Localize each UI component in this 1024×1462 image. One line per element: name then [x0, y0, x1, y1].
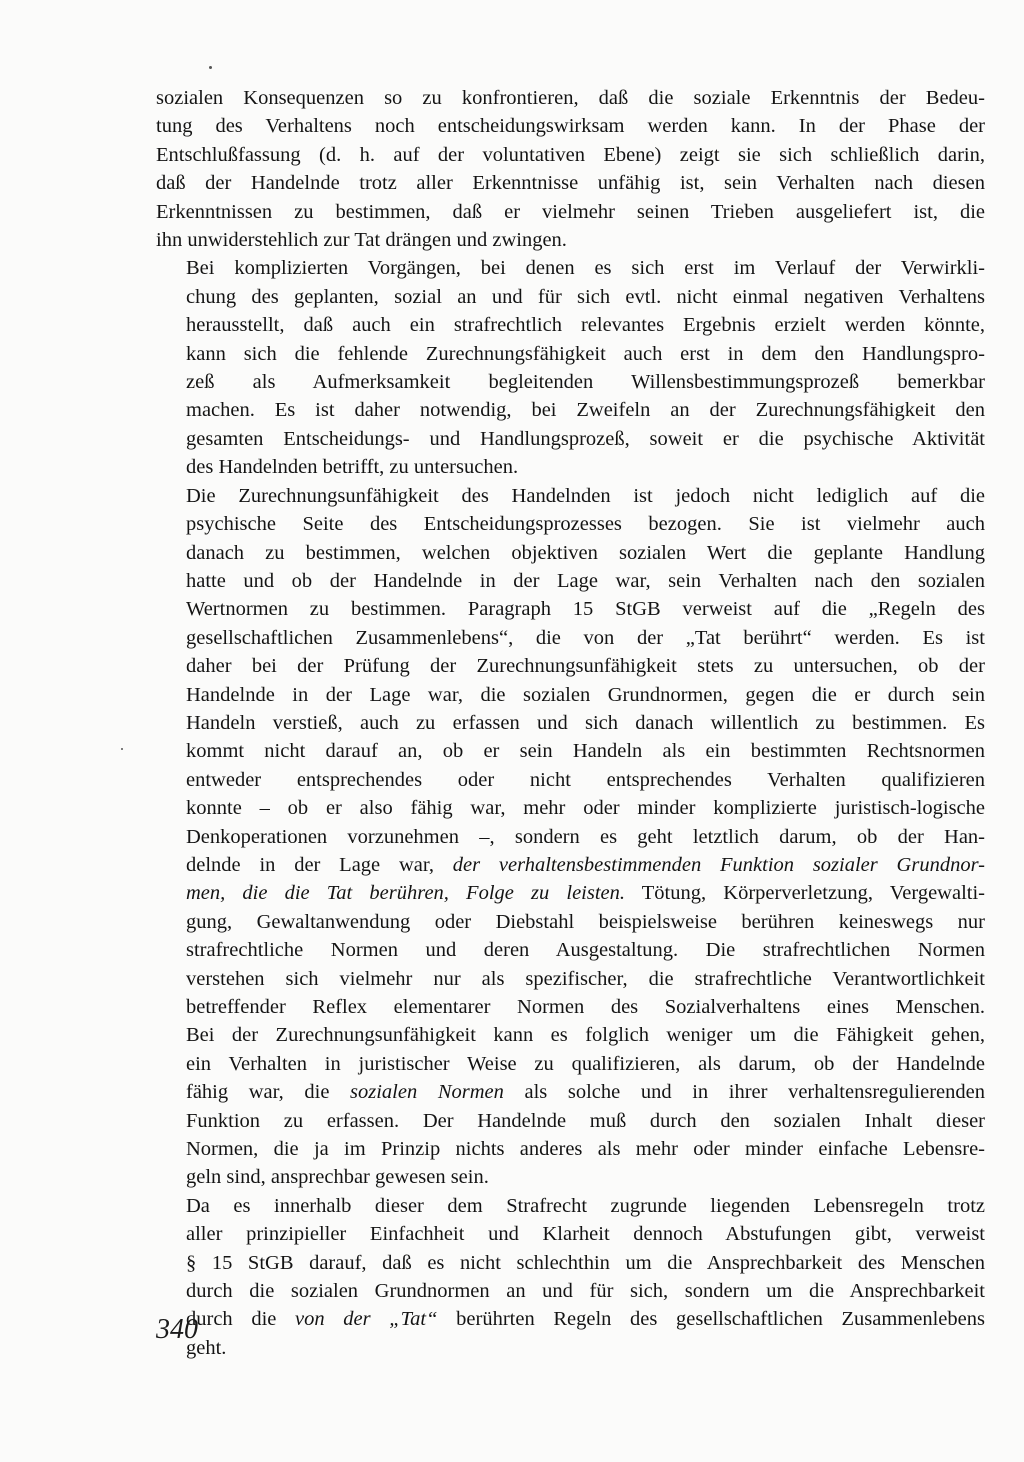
- text-run: strafrechtliche Normen und deren Ausgestaltung. Die strafrechtlichen Normen: [186, 939, 985, 962]
- text-run: hatte und ob der Handelnde in der Lage war, sein Verhalten nach den sozialen: [186, 569, 985, 592]
- text-run: herausstellt, daß auch ein strafrechtlich relevantes Ergebnis erzielt werden könnte,: [186, 314, 985, 337]
- text-line: [156, 340, 985, 368]
- paragraph: [156, 1192, 985, 1362]
- text-line: [156, 254, 985, 282]
- text-run: ein Verhalten in juristischer Weise zu qualifizieren, als darum, ob der Handelnde: [186, 1052, 985, 1075]
- text-line: [156, 112, 985, 140]
- text-run: Tötung, Körperverletzung, Vergewalti-: [625, 882, 985, 905]
- text-line: [156, 482, 985, 510]
- text-run: entweder entsprechendes oder nicht entsprechendes Verhalten qualifizieren: [186, 768, 985, 791]
- text-line: [156, 766, 985, 794]
- text-line: [156, 1192, 985, 1220]
- text-line: [156, 1050, 985, 1078]
- text-line: [156, 1277, 985, 1305]
- text-run: aller prinzipieller Einfachheit und Klarheit dennoch Abstufungen gibt, verweist: [186, 1223, 985, 1246]
- paragraph: [156, 254, 985, 481]
- text-run: durch die: [186, 1308, 296, 1331]
- text-line: [156, 823, 985, 851]
- text-line: [156, 396, 985, 424]
- text-run: fähig war, die: [186, 1081, 351, 1104]
- text-run: geht.: [186, 1336, 227, 1359]
- text-line: [156, 1249, 985, 1277]
- text-run: gesellschaftlichen Zusammenlebens“, die von der „Tat berührt“ werden. Es ist: [186, 626, 985, 649]
- text-line: [156, 1334, 985, 1362]
- text-line: [156, 851, 985, 879]
- text-run: Da es innerhalb dieser dem Strafrecht zugrunde liegenden Lebensregeln trotz: [186, 1194, 985, 1217]
- text-line: [156, 141, 985, 169]
- italic-text: der verhaltensbestimmenden Funktion sozialer Grundnor-: [452, 853, 985, 876]
- text-line: [156, 709, 985, 737]
- text-run: Funktion zu erfassen. Der Handelnde muß durch den sozialen Inhalt dieser: [186, 1109, 985, 1132]
- text-run: § 15 StGB darauf, daß es nicht schlechthin um die Ansprechbarkeit des Menschen: [186, 1251, 985, 1274]
- text-run: daß der Handelnde trotz aller Erkenntnisse unfähig ist, sein Verhalten nach diesen: [156, 172, 985, 195]
- text-line: [156, 965, 985, 993]
- text-line: [156, 595, 985, 623]
- text-run: Die Zurechnungsunfähigkeit des Handelnden ist jedoch nicht lediglich auf die: [186, 484, 985, 507]
- text-run: gung, Gewaltanwendung oder Diebstahl beispielsweise berühren keineswegs nur: [186, 910, 985, 933]
- text-run: berührten Regeln des gesellschaftlichen Zusammenlebens: [437, 1308, 985, 1331]
- text-run: Wertnormen zu bestimmen. Paragraph 15 StGB verweist auf die „Regeln des: [186, 598, 985, 621]
- text-run: gesamten Entscheidungs- und Handlungsprozeß, soweit er die psychische Aktivität: [186, 427, 985, 450]
- dust-speck: [209, 66, 212, 69]
- text-run: delnde in der Lage war,: [186, 853, 453, 876]
- text-line: [156, 737, 985, 765]
- text-line: [156, 1021, 985, 1049]
- paragraph: [156, 84, 985, 254]
- text-run: als solche und in ihrer verhaltensregulierenden: [503, 1081, 986, 1104]
- text-line: [156, 1305, 985, 1333]
- text-line: [156, 879, 985, 907]
- text-line: [156, 652, 985, 680]
- text-line: [156, 567, 985, 595]
- text-run: ihn unwiderstehlich zur Tat drängen und zwingen.: [156, 229, 567, 252]
- body-text: [156, 84, 985, 1362]
- italic-text: von der „Tat“: [295, 1308, 438, 1331]
- text-run: sozialen Konsequenzen so zu konfrontieren, daß die soziale Erkenntnis der Bedeu-: [156, 87, 985, 109]
- text-line: [156, 1220, 985, 1248]
- text-line: [156, 425, 985, 453]
- text-line: [156, 539, 985, 567]
- italic-text: sozialen Normen: [350, 1081, 504, 1104]
- text-line: [156, 794, 985, 822]
- text-run: Denkoperationen vorzunehmen –, sondern es geht letztlich darum, ob der Han-: [186, 825, 985, 848]
- text-run: Handeln verstieß, auch zu erfassen und sich danach willentlich zu bestimmen. Es: [186, 711, 985, 734]
- text-run: kann sich die fehlende Zurechnungsfähigkeit auch erst in dem den Handlungspro-: [186, 342, 985, 365]
- text-run: Erkenntnissen zu bestimmen, daß er vielmehr seinen Trieben ausgeliefert ist, die: [156, 200, 985, 223]
- text-line: [156, 453, 985, 481]
- text-line: [156, 311, 985, 339]
- text-run: Bei komplizierten Vorgängen, bei denen es sich erst im Verlauf der Verwirkli-: [186, 257, 985, 280]
- text-run: kommt nicht darauf an, ob er sein Handeln als ein bestimmten Rechtsnormen: [186, 740, 985, 763]
- text-line: [156, 1078, 985, 1106]
- page-number: 340: [156, 1314, 198, 1345]
- text-run: Bei der Zurechnungsunfähigkeit kann es folglich weniger um die Fähigkeit gehen,: [186, 1024, 985, 1047]
- text-run: des Handelnden betrifft, zu untersuchen.: [186, 456, 519, 479]
- text-run: Entschlußfassung (d. h. auf der voluntativen Ebene) zeigt sie sich schließlich darin,: [156, 143, 985, 166]
- dust-speck: [121, 748, 123, 750]
- text-line: [156, 169, 985, 197]
- text-run: machen. Es ist daher notwendig, bei Zweifeln an der Zurechnungsfähigkeit den: [186, 399, 985, 422]
- text-run: daher bei der Prüfung der Zurechnungsunfähigkeit stets zu untersuchen, ob der: [186, 655, 985, 678]
- text-run: verstehen sich vielmehr nur als spezifischer, die strafrechtliche Verantwortlichkeit: [186, 967, 985, 990]
- text-line: [156, 510, 985, 538]
- text-run: durch die sozialen Grundnormen an und für sich, sondern um die Ansprechbarkeit: [186, 1280, 985, 1303]
- text-line: [156, 1135, 985, 1163]
- paragraph: [156, 482, 985, 1192]
- text-run: Handelnde in der Lage war, die sozialen Grundnormen, gegen die er durch sein: [186, 683, 985, 706]
- text-line: [156, 226, 985, 254]
- text-line: [156, 681, 985, 709]
- text-run: tung des Verhaltens noch entscheidungswirksam werden kann. In der Phase der: [156, 115, 985, 138]
- text-run: Normen, die ja im Prinzip nichts anderes als mehr oder minder einfache Lebensre-: [186, 1138, 985, 1161]
- text-run: betreffender Reflex elementarer Normen des Sozialverhaltens eines Menschen.: [186, 996, 985, 1018]
- text-line: [156, 368, 985, 396]
- text-line: [156, 1107, 985, 1135]
- text-run: geln sind, ansprechbar gewesen sein.: [186, 1166, 489, 1189]
- text-run: konnte – ob er also fähig war, mehr oder minder komplizierte juristisch-logische: [186, 797, 985, 820]
- text-line: [156, 198, 985, 226]
- text-line: [156, 624, 985, 652]
- text-run: psychische Seite des Entscheidungsprozesses bezogen. Sie ist vielmehr auch: [186, 513, 985, 536]
- text-run: danach zu bestimmen, welchen objektiven sozialen Wert die geplante Handlung: [186, 541, 985, 564]
- text-line: [156, 936, 985, 964]
- text-line: [156, 283, 985, 311]
- text-line: [156, 1163, 985, 1191]
- text-line: [156, 908, 985, 936]
- text-run: chung des geplanten, sozial an und für sich evtl. nicht einmal negativen Verhaltens: [186, 285, 985, 308]
- text-line: [156, 84, 985, 112]
- text-line: [156, 993, 985, 1021]
- text-run: zeß als Aufmerksamkeit begleitenden Willensbestimmungsprozeß bemerkbar: [186, 371, 985, 394]
- italic-text: men, die die Tat berühren, Folge zu leisten.: [186, 882, 626, 905]
